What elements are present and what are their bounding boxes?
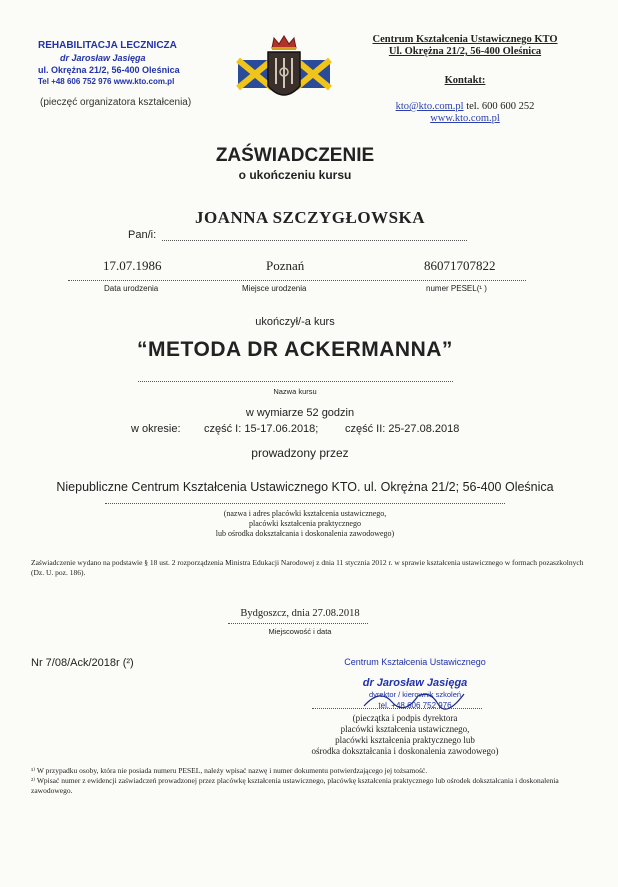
person-details-line <box>68 280 526 281</box>
signature-line <box>312 708 482 709</box>
crest-logo <box>236 34 332 110</box>
document-title: ZAŚWIADCZENIE <box>215 145 375 166</box>
course-part2: część II: 25-27.08.2018 <box>345 423 460 435</box>
course-name-line <box>138 381 453 382</box>
completed-label: ukończył/-a kurs <box>255 316 335 328</box>
registration-number: Nr 7/08/Ack/2018r (²) <box>31 657 134 669</box>
birth-date-label: Data urodzenia <box>104 284 159 293</box>
institution-caption <box>140 509 470 539</box>
center-email-link[interactable]: kto@kto.com.pl <box>395 101 464 112</box>
center-info <box>350 34 580 125</box>
organizer-stamp-caption: (pieczęć organizatora kształcenia) <box>40 97 192 108</box>
document-subtitle: o ukończeniu kursu <box>238 168 352 182</box>
course-name: “METODA DR ACKERMANNA” <box>137 338 453 361</box>
place-date: Bydgoszcz, dnia 27.08.2018 <box>240 608 360 619</box>
place-date-label: Miejscowość i data <box>268 627 332 636</box>
signature-caption <box>300 713 510 757</box>
center-address: Ul. Okrężna 21/2, 56-400 Oleśnica <box>388 46 542 57</box>
organizer-stamp <box>38 40 208 88</box>
legal-note: Zaświadczenie wydano na podstawie § 18 ust. 2 rozporządzenia Ministra Edukacji Narodowej z dnia 11 stycznia 2012 r. w sprawie kształcenia ustawicznego w formach pozaszkolnych (Dz. U. poz. 186). <box>31 558 584 577</box>
pesel-number: 86071707822 <box>424 258 496 273</box>
birth-date: 17.07.1986 <box>103 258 162 273</box>
footnote-2: ²⁾ Wpisać numer z ewidencji zaświadczeń prowadzonej przez placówkę kształcenia ustawicznego, placówkę kształcenia praktycznego lub ośrodek dokształcania i doskonalenia zawodowego. <box>31 776 559 795</box>
place-date-line <box>228 623 368 624</box>
course-name-label: Nazwa kursu <box>273 387 317 396</box>
organizer-stamp-line4: Tel +48 606 752 976 www.kto.com.pl <box>38 77 175 86</box>
signature-stamp-line4: tel. +48 606 752 976 <box>378 701 452 710</box>
center-phone: tel. 600 600 252 <box>466 101 535 112</box>
pesel-label: numer PESEL(¹ ) <box>426 284 487 293</box>
signature-caption-line4: ośrodka dokształcania i doskonalenia zawodowego) <box>311 746 499 756</box>
birth-place-label: Miejsce urodzenia <box>242 284 307 293</box>
institution-caption-line1: (nazwa i adres placówki kształcenia ustawicznego, <box>223 509 387 518</box>
institution-line <box>105 503 505 504</box>
course-period-label: w okresie: <box>131 423 181 435</box>
signature-stamp-line1: Centrum Kształcenia Ustawicznego <box>344 657 486 667</box>
run-by-label: prowadzony przez <box>251 446 349 460</box>
person-name-line <box>162 240 467 241</box>
center-name: Centrum Kształcenia Ustawicznego KTO <box>372 34 558 45</box>
contact-label: Kontakt: <box>444 75 486 86</box>
signature-stamp-line3: dyrektor / kierownik szkoleń <box>368 690 462 699</box>
course-part1: część I: 15-17.06.2018; <box>204 423 319 435</box>
person-label: Pan/i: <box>128 229 157 241</box>
signature-mark <box>360 684 470 714</box>
signature-stamp-line2: dr Jarosław Jasięga <box>362 677 468 689</box>
footnote-1: ¹⁾ W przypadku osoby, która nie posiada numeru PESEL, należy wpisać nazwę i numer dokumentu potwierdzającego jej tożsamość. <box>31 766 428 775</box>
institution-caption-line2: placówki kształcenia praktycznego <box>249 519 361 528</box>
organizer-stamp-line3: ul. Okrężna 21/2, 56-400 Oleśnica <box>38 65 180 75</box>
organizer-stamp-line1: REHABILITACJA LECZNICZA <box>38 40 177 51</box>
signature-caption-line1: (pieczątka i podpis dyrektora <box>352 713 458 723</box>
center-website-link[interactable]: www.kto.com.pl <box>430 113 500 124</box>
birth-place: Poznań <box>266 258 305 273</box>
organizer-stamp-line2: dr Jarosław Jasięga <box>60 53 146 63</box>
institution-name: Niepubliczne Centrum Kształcenia Ustawicznego KTO. ul. Okrężna 21/2; 56-400 Oleśnica <box>56 480 554 494</box>
footnotes <box>31 766 593 796</box>
person-name: JOANNA SZCZYGŁOWSKA <box>194 208 426 227</box>
course-hours: w wymiarze 52 godzin <box>245 407 355 419</box>
signature-caption-line2: placówki kształcenia ustawicznego, <box>340 724 470 734</box>
signature-caption-line3: placówki kształcenia praktycznego lub <box>335 735 475 745</box>
crest-icon <box>236 34 332 110</box>
institution-caption-line3: lub ośrodka dokształcania i doskonalenia zawodowego) <box>215 529 395 538</box>
